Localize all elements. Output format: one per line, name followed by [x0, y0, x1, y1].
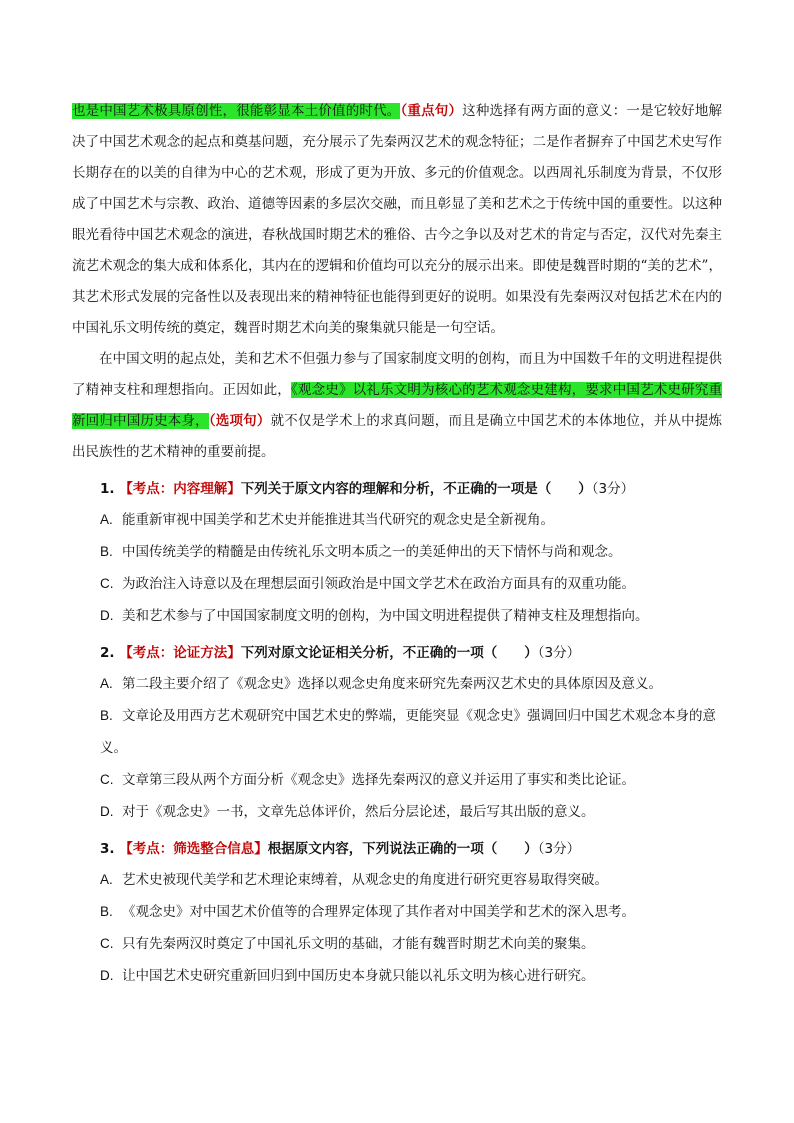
- option-a: [72, 504, 722, 536]
- question-1: [72, 474, 722, 632]
- question-number: 2.: [100, 645, 115, 661]
- option-c: [72, 568, 722, 600]
- question-score: （3分）: [537, 841, 581, 857]
- option-text: 文章论及用西方艺术观研究中国艺术史的弊端，更能突显《观念史》强调回归中国艺术观念本身的意义。: [100, 708, 716, 756]
- option-letter: D.: [100, 608, 114, 623]
- option-b: [72, 896, 722, 928]
- question-topic-tag: 【考点：论证方法】: [119, 645, 241, 661]
- option-a: [72, 668, 722, 700]
- option-letter: A.: [100, 676, 113, 691]
- option-text: 第二段主要介绍了《观念史》选择以观念史角度来研究先秦两汉艺术史的具体原因及意义。: [122, 676, 662, 692]
- option-text: 能重新审视中国美学和艺术史并能推进其当代研究的观念史是全新视角。: [122, 512, 554, 528]
- passage-paragraph-1: [72, 96, 722, 344]
- question-2: [72, 638, 722, 828]
- question-stem: [72, 474, 722, 504]
- option-letter: B.: [100, 904, 113, 919]
- option-text: 艺术史被现代美学和艺术理论束缚着，从观念史的角度进行研究更容易取得突破。: [122, 872, 608, 888]
- option-letter: A.: [100, 512, 113, 527]
- option-c: [72, 928, 722, 960]
- option-text: 《观念史》对中国艺术价值等的合理界定体现了其作者对中国美学和艺术的深入思考。: [122, 904, 635, 920]
- paragraph-2-end: 就不仅是学术上的求真问题，而且是确立中国艺术的本体地位，并从中提炼出民族性的艺术精神的重要前提。: [72, 413, 723, 460]
- paragraph-1-text: 这种选择有两方面的意义：一是它较好地解决了中国艺术观念的起点和奠基问题，充分展示了先秦两汉艺术的观念特征；二是作者摒弃了中国艺术史写作长期存在的以美的自律为中心的艺术观，形成了更为开放、多元的价值观念。以西周礼乐制度为背景，不仅形成了中国艺术与宗教、政治、道德等因素的多层次交融，而且彰显了美和艺术之于传统中国的重要性。以这种眼光看待中国艺术观念的演进，春秋战国时期艺术的雅俗、古今之争以及对艺术的肯定与否定，汉代对先秦主流艺术观念的集大成和体系化，其内在的逻辑和价值均可以充分的展示出来。即使是魏晋时期的“美的艺术”，其艺术形式发展的完备性以及表现出来的精神特征也能得到更好的说明。如果没有先秦两汉对包括艺术在内的中国礼乐文明传统的奠定，魏晋时期艺术向美的聚集就只能是一句空话。: [72, 103, 723, 336]
- option-d: [72, 600, 722, 632]
- option-b: [72, 700, 722, 764]
- option-text: 美和艺术参与了中国国家制度文明的创构，为中国文明进程提供了精神支柱及理想指向。: [122, 608, 649, 624]
- option-d: [72, 960, 722, 992]
- option-text: 中国传统美学的精髓是由传统礼乐文明本质之一的美延伸出的天下情怀与尚和观念。: [122, 544, 622, 560]
- option-letter: B.: [100, 708, 113, 723]
- option-letter: D.: [100, 968, 114, 983]
- option-text: 对于《观念史》一书，文章先总体评价，然后分层论述，最后写其出版的意义。: [122, 804, 595, 820]
- question-text: 下列关于原文内容的理解和分析，不正确的一项是（ ）: [240, 481, 592, 497]
- highlighted-option-sentence: 《观念史》以礼乐文明为核心的艺术观念史建构，要求中国艺术史研究重新回归中国历史本身，: [72, 382, 723, 429]
- option-b: [72, 536, 722, 568]
- question-text: 根据原文内容，下列说法正确的一项（ ）: [267, 841, 538, 857]
- option-text: 让中国艺术史研究重新回归到中国历史本身就只能以礼乐文明为核心进行研究。: [122, 968, 595, 984]
- option-letter: D.: [100, 804, 114, 819]
- option-text: 只有先秦两汉时奠定了中国礼乐文明的基础，才能有魏晋时期艺术向美的聚集。: [122, 936, 595, 952]
- option-text: 文章第三段从两个方面分析《观念史》选择先秦两汉的意义并运用了事实和类比论证。: [122, 772, 635, 788]
- option-letter: A.: [100, 872, 113, 887]
- option-letter: C.: [100, 772, 114, 787]
- key-sentence-tag: （重点句）: [400, 103, 463, 119]
- document-page: [72, 96, 722, 992]
- question-score: （3分）: [591, 481, 635, 497]
- question-text: 下列对原文论证相关分析，不正确的一项（ ）: [240, 645, 538, 661]
- option-letter: C.: [100, 936, 114, 951]
- question-number: 3.: [100, 841, 115, 857]
- option-letter: B.: [100, 544, 113, 559]
- option-a: [72, 864, 722, 896]
- question-stem: [72, 834, 722, 864]
- question-topic-tag: 【考点：筛选整合信息】: [119, 841, 268, 857]
- question-score: （3分）: [537, 645, 581, 661]
- paragraph-2-start: 在中国文明的起点处，美和艺术不但强力参与了国家制度文明的创构，而且为中国数千年的文明进程提供了精神支柱和理想指向。正因如此，: [72, 351, 722, 398]
- option-c: [72, 764, 722, 796]
- question-stem: [72, 638, 722, 668]
- option-letter: C.: [100, 576, 114, 591]
- option-sentence-tag: （选项句）: [208, 413, 271, 429]
- highlighted-key-sentence: 也是中国艺术极具原创性，很能彰显本土价值的时代。: [72, 103, 401, 119]
- question-3: [72, 834, 722, 992]
- question-topic-tag: 【考点：内容理解】: [119, 481, 241, 497]
- option-text: 为政治注入诗意以及在理想层面引领政治是中国文学艺术在政治方面具有的双重功能。: [122, 576, 635, 592]
- question-number: 1.: [100, 481, 115, 497]
- passage-paragraph-2: [72, 344, 722, 468]
- option-d: [72, 796, 722, 828]
